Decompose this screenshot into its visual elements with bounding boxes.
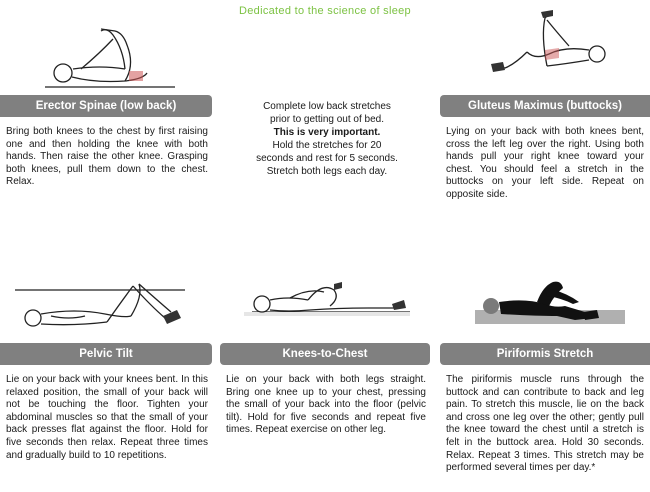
note-line-2: prior to getting out of bed. — [270, 114, 384, 125]
pelvic-tilt-title: Pelvic Tilt — [0, 343, 212, 365]
piriformis-illustration — [475, 276, 625, 334]
gluteus-maximus-description: Lying on your back with both knees bent, cross the left leg over the right. Using both hands pull your right knee toward your chest. You should feel a stretch in the buttocks on your left side. Repeat on opposite side. — [446, 126, 644, 200]
knees-to-chest-illustration — [238, 278, 410, 336]
piriformis-description: The piriformis muscle runs through the buttock and can contribute to back and leg pain. To stretch this muscle, lie on the back and cross one leg over the other; gently pull the knee toward the chest until a stretch is felt in the buttock area. Hold 30 seconds. Relax. Repeat 3 times. This stretch may be performed several times per day.* — [446, 374, 644, 474]
erector-spinae-title: Erector Spinae (low back) — [0, 95, 212, 117]
tagline: Dedicated to the science of sleep — [239, 5, 411, 17]
note-line-4: seconds and rest for 5 seconds. — [256, 153, 398, 164]
note-line-5: Stretch both legs each day. — [266, 166, 388, 177]
knees-to-chest-title: Knees-to-Chest — [220, 343, 430, 365]
note-emphasis: This is very important. — [273, 127, 381, 138]
piriformis-title: Piriformis Stretch — [440, 343, 650, 365]
knees-to-chest-description: Lie on your back with both legs straight. Bring one knee up to your chest, pressing the small of your back into the floor (pelvic tilt). Hold for five seconds and repeat five times. Repeat exercise on other leg. — [226, 374, 426, 436]
gluteus-maximus-illustration — [485, 6, 615, 86]
note-line-1: Complete low back stretches — [263, 101, 391, 112]
pelvic-tilt-description: Lie on your back with your knees bent. In this relaxed position, the small of your back will not be touching the floor. Tighten your abdominal muscles so that the small of your back presses flat against the floor. Hold for five seconds then relax. Repeat three times and gradually build to 10 repetitions. — [6, 374, 208, 461]
note-line-3: Hold the stretches for 20 — [272, 140, 382, 151]
gluteus-maximus-title: Gluteus Maximus (buttocks) — [440, 95, 650, 117]
center-note — [236, 100, 418, 178]
pelvic-tilt-illustration — [15, 278, 185, 330]
erector-spinae-description: Bring both knees to the chest by first raising one and then holding the knee with both hands. Then raise the other knee. Grasping both knees, pull them down to the chest. Relax. — [6, 126, 208, 188]
erector-spinae-illustration — [45, 25, 175, 91]
